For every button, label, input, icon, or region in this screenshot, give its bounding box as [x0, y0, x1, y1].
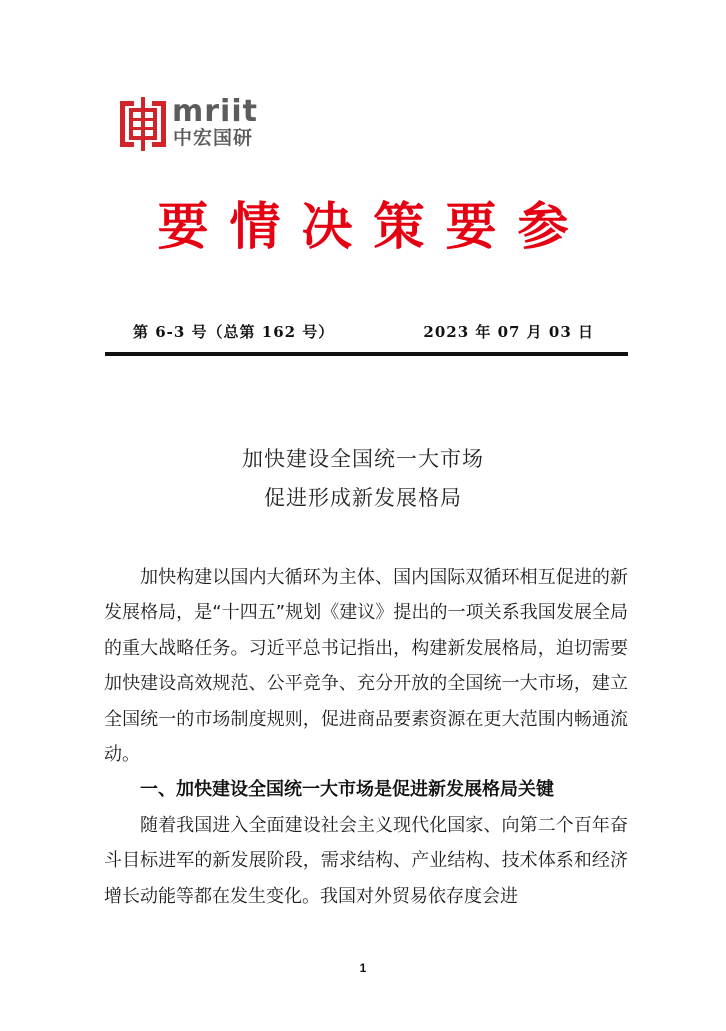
- article-body: [104, 560, 628, 914]
- mriit-logo: [120, 94, 270, 155]
- paragraph-intro: 加快构建以国内大循环为主体、国内国际双循环相互促进的新发展格局，是“十四五”规划《建议》提出的一项关系我国发展全局的重大战略任务。习近平总书记指出，构建新发展格局，迫切需要加快建设高效规范、公平竞争、充分开放的全国统一大市场，建立全国统一的市场制度规则，促进商品要素资源在更大范围内畅通流动。: [104, 567, 628, 766]
- issue-date: 2023 年 07 月 03 日: [423, 323, 594, 341]
- issue-number: 第 6-3 号（总第 162 号）: [133, 323, 335, 341]
- masthead-title: 要情决策要参: [157, 198, 590, 257]
- article-title-line-1: 加快建设全国统一大市场: [242, 447, 484, 471]
- page-number: 1: [359, 961, 367, 975]
- header-divider: [105, 352, 628, 356]
- mriit-logo-icon: [120, 97, 166, 151]
- section-heading: 一、加快建设全国统一大市场是促进新发展格局关键: [140, 779, 554, 801]
- article-title-line-2: 促进形成新发展格局: [264, 486, 462, 510]
- logo-chinese-name: 中宏国研: [173, 127, 254, 149]
- logo-wordmark: mriit: [172, 94, 258, 129]
- paragraph-section-1: 随着我国进入全面建设社会主义现代化国家、向第二个百年奋斗目标进军的新发展阶段，需求结构、产业结构、技术体系和经济增长动能等都在发生变化。我国对外贸易依存度会进: [104, 814, 628, 907]
